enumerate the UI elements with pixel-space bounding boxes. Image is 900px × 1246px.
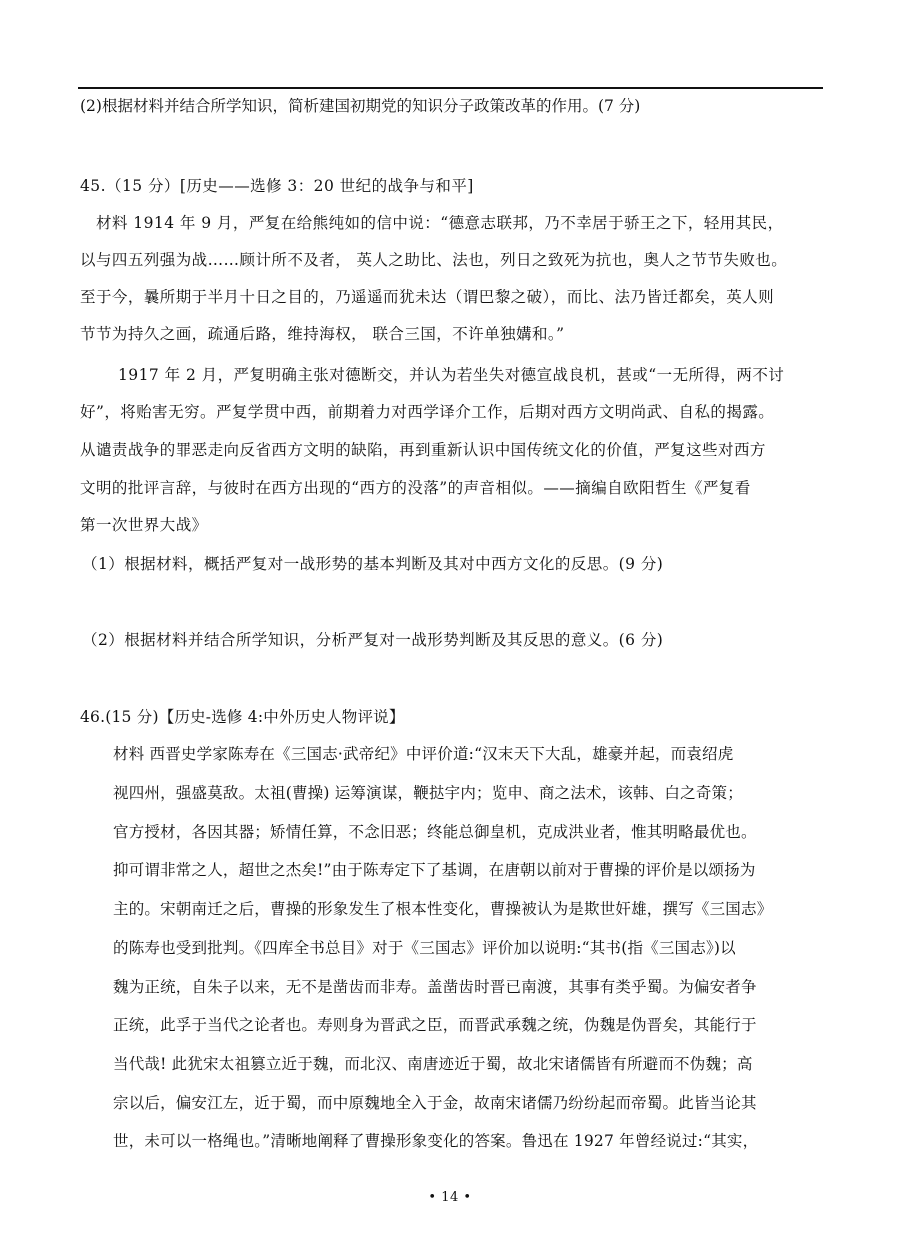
q45-material-line: 至于今，曩所期于半月十日之目的，乃遥遥而犹未达（谓巴黎之破），而比、法乃皆迁都矣，英人则 (80, 288, 775, 306)
q46-material-line: 正统，此孚于当代之论者也。寿则身为晋武之臣，而晋武承魏之统，伪魏是伪晋矣，其能行于 (113, 1016, 757, 1034)
q45-material-line: 材料 1914 年 9 月，严复在给熊纯如的信中说：“德意志联邦，乃不幸居于骄王之下，轻用其民， (96, 214, 784, 232)
q46-material-line: 主的。宋朝南迁之后，曹操的形象发生了根本性变化，曹操被认为是欺世奸雄，撰写《三国志》 (113, 900, 773, 918)
q45-material-line: 节节为持久之画，疏通后路，维持海权， 联合三国，不许单独媾和。” (80, 325, 565, 343)
q45-material-line: 从谴责战争的罪恶走向反省西方文明的缺陷，再到重新认识中国传统文化的价值，严复这些对西方 (80, 441, 766, 459)
q46-material-line: 魏为正统，自朱子以来，无不是凿齿而非寿。盖凿齿时晋已南渡，其事有类乎蜀。为偏安者争 (113, 978, 757, 996)
q45-material-line: 1917 年 2 月，严复明确主张对德断交，并认为若坐失对德宣战良机，甚或“一无所得，两不讨 (118, 366, 785, 384)
q45-header: 45.（15 分）[历史——选修 3：20 世纪的战争与和平] (80, 177, 474, 195)
q45-material-line: 好”，将贻害无穷。严复学贯中西，前期着力对西学译介工作，后期对西方文明尚武、自私的揭露。 (80, 403, 775, 421)
q46-material-line: 官方授材，各因其器；矫情任算，不念旧恶；终能总御皇机，克成洪业者，惟其明略最优也。 (113, 823, 757, 841)
q46-material-line: 宗以后，偏安江左，近于蜀，而中原魏地全入于金，故南宋诸儒乃纷纷起而帝蜀。此皆当论其 (113, 1094, 757, 1112)
q46-material-line: 世，未可以一格绳也。”清晰地阐释了曹操形象变化的答案。鲁迅在 1927 年曾经说过:“其实， (113, 1132, 759, 1150)
q46-material-line: 视四州，强盛莫敌。太祖(曹操) 运筹演谋，鞭挞宇内；览申、商之法术，该韩、白之奇策； (113, 784, 743, 802)
q45-subquestion-2: （2）根据材料并结合所学知识，分析严复对一战形势判断及其反思的意义。(6 分) (82, 631, 664, 649)
q46-material-line: 材料 西晋史学家陈寿在《三国志·武帝纪》中评价道:“汉末天下大乱，雄豪并起，而袁绍虎 (113, 745, 734, 763)
q45-material-line: 以与四五列强为战……顾计所不及者， 英人之助比、法也，列日之致死为抗也，奥人之节节失败也。 (80, 251, 788, 269)
q45-material-line: 文明的批评言辞，与彼时在西方出现的“西方的没落”的声音相似。——摘编自欧阳哲生《严复看 (80, 479, 751, 497)
header-rule (78, 87, 823, 89)
q46-material-line: 当代哉! 此犹宋太祖篡立近于魏，而北汉、南唐迹近于蜀，故北宋诸儒皆有所避而不伪魏；高 (113, 1055, 753, 1073)
page-number: • 14 • (428, 1190, 472, 1205)
q46-header: 46.(15 分)【历史-选修 4:中外历史人物评说】 (80, 708, 405, 726)
q46-material-line: 的陈寿也受到批判。《四库全书总目》对于《三国志》评价加以说明:“其书(指《三国志》)以 (113, 939, 736, 957)
top-question-line: (2)根据材料并结合所学知识，简析建国初期党的知识分子政策改革的作用。(7 分) (80, 97, 641, 115)
q46-material-line: 抑可谓非常之人，超世之杰矣!”由于陈寿定下了基调，在唐朝以前对于曹操的评价是以颂扬为 (113, 861, 756, 879)
q45-material-line: 第一次世界大战》 (80, 516, 208, 534)
q45-subquestion-1: （1）根据材料，概括严复对一战形势的基本判断及其对中西方文化的反思。(9 分) (82, 555, 664, 573)
